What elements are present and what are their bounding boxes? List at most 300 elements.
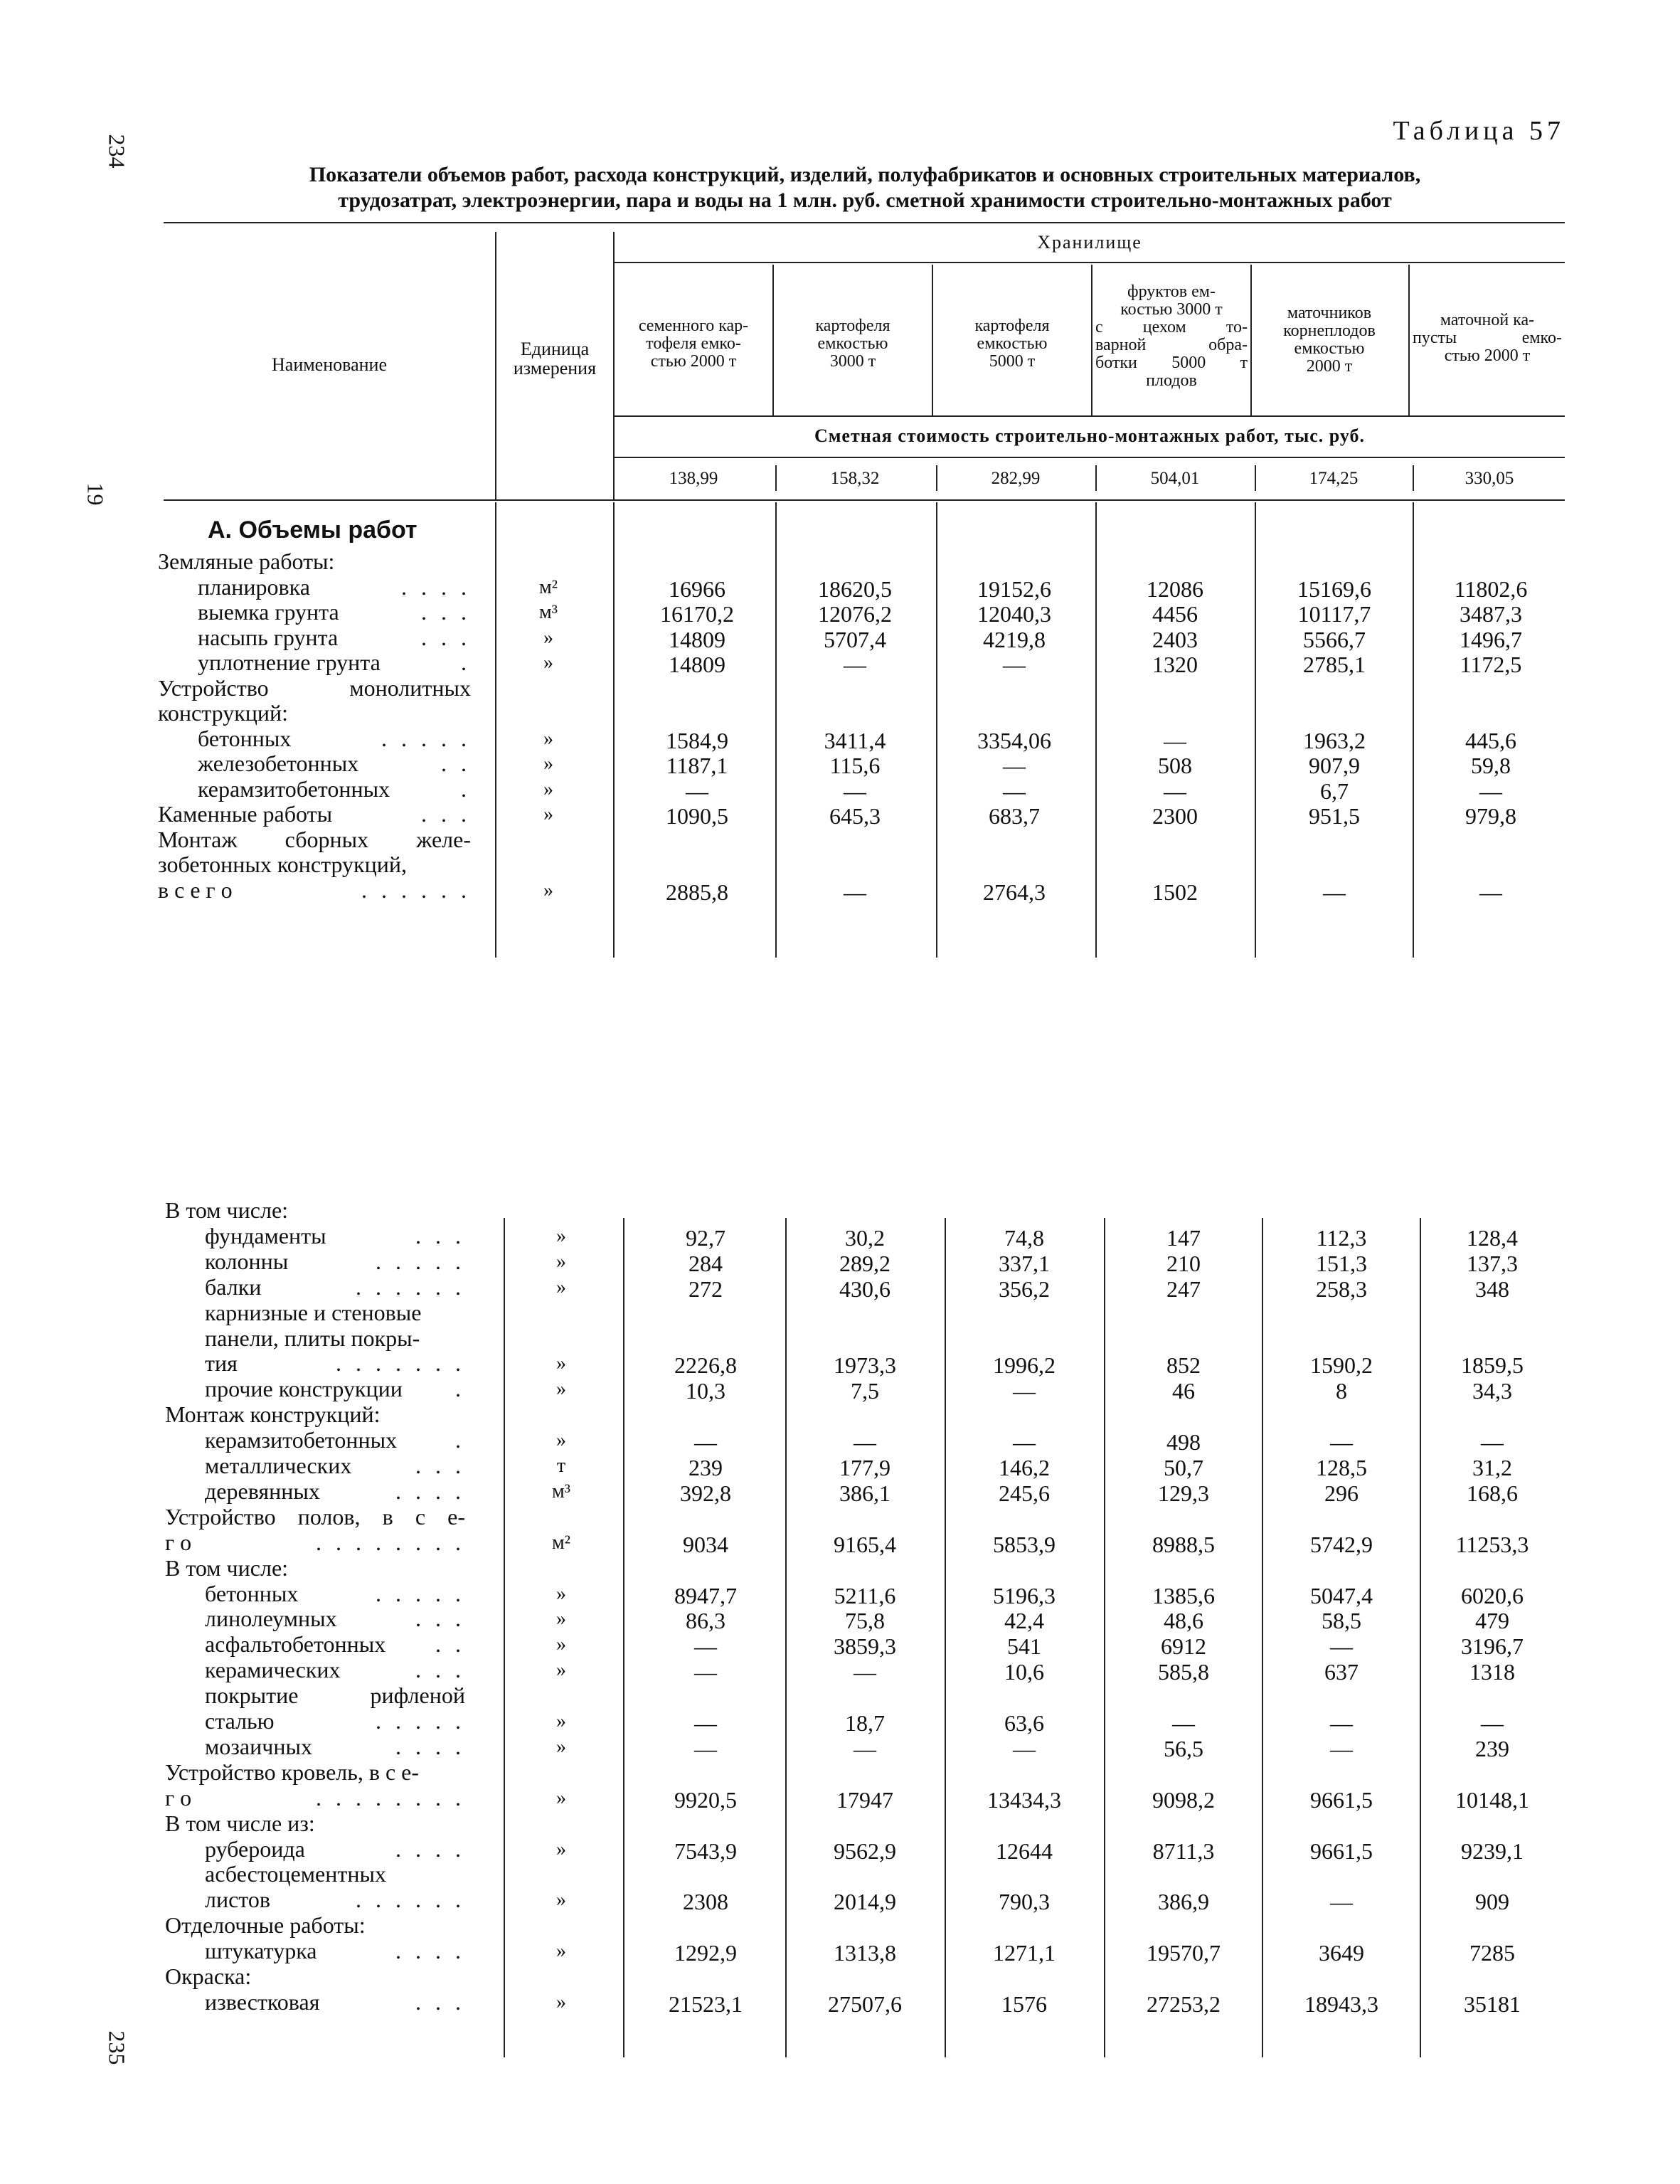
value-cell: 19152,6: [977, 576, 1051, 602]
value-cell: 386,1: [839, 1480, 890, 1506]
value-cell: —: [1330, 1633, 1353, 1660]
value-cell: 177,9: [839, 1455, 890, 1480]
value-cell: 146,2: [999, 1455, 1050, 1480]
upper-divider-c4: [1095, 502, 1097, 958]
unit-cell: »: [543, 803, 553, 825]
value-cell: 12644: [996, 1838, 1053, 1864]
value-cell: 46: [1172, 1378, 1195, 1404]
header-divider-values: [613, 232, 615, 499]
row-label: рубероида . . . .: [205, 1835, 465, 1862]
row-label: керамических . . .: [205, 1657, 465, 1683]
value-cell: —: [1003, 652, 1026, 677]
value-cell: —: [1172, 1710, 1195, 1736]
value-cell: 6020,6: [1461, 1582, 1524, 1608]
unit-cell: »: [556, 1276, 566, 1298]
row-label: сталью . . . . .: [205, 1708, 465, 1734]
cost-col6: 330,05: [1464, 469, 1514, 488]
value-cell: 14809: [669, 626, 725, 652]
value-cell: 92,7: [686, 1224, 725, 1251]
value-cell: 9098,2: [1152, 1786, 1215, 1813]
col4-line-6: плодов: [1146, 371, 1197, 390]
row-label: асфальтобетонных . .: [205, 1631, 465, 1658]
value-cell: 4456: [1152, 601, 1198, 627]
value-cell: 35181: [1464, 1990, 1521, 2017]
value-cell: 14809: [669, 652, 725, 677]
value-cell: 1318: [1469, 1659, 1515, 1685]
unit-cell: »: [556, 1608, 566, 1631]
value-cell: 907,9: [1309, 753, 1360, 778]
value-cell: 8988,5: [1152, 1531, 1215, 1557]
value-cell: 645,3: [829, 803, 881, 829]
row-label: балки . . . . . .: [205, 1273, 465, 1300]
value-cell: 392,8: [680, 1480, 731, 1506]
value-cell: 790,3: [999, 1889, 1050, 1915]
row-label: зобетонных конструкций,: [158, 852, 407, 877]
upper-divider-c6: [1413, 502, 1414, 958]
row-label: Устройство полов, в с е-: [165, 1503, 465, 1530]
value-cell: 951,5: [1309, 803, 1360, 829]
unit-cell: м²: [551, 1531, 571, 1554]
header-unit-line-2: измерения: [513, 358, 597, 378]
row-label: Устройство кровель, в с е-: [165, 1759, 419, 1785]
row-label: асбестоцементных: [205, 1861, 386, 1887]
value-cell: —: [1330, 1710, 1353, 1736]
value-cell: 34,3: [1472, 1378, 1512, 1404]
value-cell: 9562,9: [834, 1838, 896, 1864]
unit-cell: »: [556, 1990, 566, 2013]
value-cell: —: [694, 1735, 717, 1761]
value-cell: 58,5: [1322, 1608, 1361, 1634]
col4-line-3: с цехом то-: [1095, 318, 1248, 336]
value-cell: 9034: [683, 1531, 728, 1557]
row-label: деревянных . . . .: [205, 1478, 465, 1504]
unit-cell: »: [543, 778, 553, 800]
value-cell: 10148,1: [1455, 1786, 1529, 1813]
value-cell: 3354,06: [977, 727, 1051, 753]
col6-line-2: пусты емко-: [1413, 329, 1562, 347]
value-cell: 56,5: [1164, 1735, 1203, 1761]
value-cell: 2014,9: [834, 1889, 896, 1915]
value-cell: —: [686, 778, 708, 804]
value-cell: 75,8: [845, 1608, 885, 1634]
row-label: панели, плиты покры-: [205, 1325, 420, 1351]
lower-divider-c4: [1104, 1218, 1105, 2057]
value-cell: 272: [689, 1276, 723, 1302]
value-cell: 9661,5: [1310, 1786, 1373, 1813]
header-group: Хранилище: [1037, 232, 1142, 253]
value-cell: 2300: [1152, 803, 1198, 829]
unit-cell: »: [556, 1889, 566, 1912]
col2-line-3: 3000 т: [829, 352, 876, 371]
upper-divider-c5: [1255, 502, 1256, 958]
row-label: В том числе из:: [165, 1810, 315, 1836]
value-cell: —: [844, 652, 866, 677]
row-label: г о . . . . . . . .: [165, 1529, 465, 1555]
unit-cell: м³: [538, 601, 558, 623]
value-cell: 1973,3: [834, 1352, 896, 1379]
value-cell: 245,6: [999, 1480, 1050, 1506]
row-label: тия . . . . . . .: [205, 1350, 465, 1377]
value-cell: 386,9: [1158, 1889, 1209, 1915]
value-cell: —: [1481, 1429, 1504, 1456]
header-divider-c3: [932, 265, 933, 415]
value-cell: 445,6: [1465, 727, 1516, 753]
value-cell: 8: [1336, 1378, 1347, 1404]
row-label: насыпь грунта . . .: [198, 624, 471, 650]
value-cell: 356,2: [999, 1276, 1050, 1302]
value-cell: 296: [1324, 1480, 1359, 1506]
value-cell: 247: [1166, 1276, 1201, 1302]
value-cell: 7,5: [851, 1378, 879, 1404]
value-cell: 348: [1475, 1276, 1509, 1302]
row-label: г о . . . . . . . .: [165, 1784, 465, 1811]
row-label: уплотнение грунта .: [198, 650, 471, 675]
value-cell: —: [854, 1735, 876, 1761]
value-cell: 1172,5: [1460, 652, 1522, 677]
value-cell: 18620,5: [818, 576, 892, 602]
value-cell: 683,7: [989, 803, 1040, 829]
value-cell: 1859,5: [1461, 1352, 1524, 1379]
header-top-rule: [164, 222, 1565, 223]
row-label: керамзитобетонных .: [198, 775, 471, 802]
value-cell: —: [1164, 727, 1186, 753]
value-cell: 3649: [1319, 1940, 1364, 1966]
value-cell: —: [1003, 753, 1026, 778]
value-cell: 289,2: [839, 1250, 890, 1276]
row-label: керамзитобетонных .: [205, 1427, 465, 1453]
value-cell: 1385,6: [1152, 1582, 1215, 1608]
value-cell: 10,6: [1004, 1659, 1044, 1685]
value-cell: 21523,1: [669, 1990, 743, 2017]
unit-cell: м³: [551, 1480, 571, 1502]
value-cell: 5742,9: [1310, 1531, 1373, 1557]
unit-cell: »: [556, 1250, 566, 1273]
value-cell: 239: [689, 1455, 723, 1480]
row-label: В том числе:: [165, 1554, 289, 1581]
row-label: В том числе:: [165, 1197, 289, 1223]
cost-col1: 138,99: [669, 469, 718, 488]
value-cell: 13434,3: [987, 1786, 1061, 1813]
value-cell: 1313,8: [834, 1940, 896, 1966]
value-cell: 137,3: [1467, 1250, 1518, 1276]
value-cell: 48,6: [1164, 1608, 1203, 1634]
value-cell: 284: [689, 1250, 723, 1276]
unit-cell: »: [556, 1838, 566, 1860]
unit-cell: »: [543, 626, 553, 649]
unit-cell: »: [556, 1224, 566, 1247]
col5-line-4: 2000 т: [1306, 357, 1353, 376]
col6-line-3: стью 2000 т: [1444, 346, 1531, 365]
row-label: Земляные работы:: [158, 548, 335, 574]
value-cell: 15169,6: [1297, 576, 1371, 602]
value-cell: 852: [1166, 1352, 1201, 1379]
value-cell: —: [1481, 1710, 1504, 1736]
unit-cell: »: [543, 879, 553, 901]
value-cell: —: [694, 1659, 717, 1685]
value-cell: —: [1330, 1889, 1353, 1915]
col5-line-2: корнеплодов: [1283, 322, 1376, 340]
row-label: бетонных . . . . .: [205, 1580, 465, 1606]
value-cell: 258,3: [1316, 1276, 1367, 1302]
value-cell: 1271,1: [993, 1940, 1056, 1966]
cost-label-rule: [615, 457, 1565, 458]
value-cell: —: [1330, 1735, 1353, 1761]
row-label: листов . . . . . .: [205, 1887, 465, 1913]
value-cell: 979,8: [1465, 803, 1516, 829]
row-label: фундаменты . . .: [205, 1222, 465, 1249]
value-cell: 31,2: [1472, 1455, 1512, 1480]
header-divider-c6: [1408, 265, 1410, 415]
page-number-top: 234: [104, 134, 130, 169]
col3-line-3: 5000 т: [989, 352, 1036, 371]
row-label: мозаичных . . . .: [205, 1733, 465, 1759]
header-bottom-rule: [164, 499, 1565, 501]
lower-divider-c3: [945, 1218, 946, 2057]
value-cell: —: [1013, 1429, 1036, 1456]
value-cell: 541: [1007, 1633, 1041, 1660]
value-cell: —: [1013, 1735, 1036, 1761]
value-cell: 16966: [669, 576, 725, 602]
unit-cell: т: [556, 1455, 566, 1477]
value-cell: 7285: [1469, 1940, 1515, 1966]
col1-line-3: стью 2000 т: [650, 352, 737, 371]
value-cell: 1090,5: [666, 803, 728, 829]
lower-divider-values: [623, 1218, 624, 2057]
col4-line-5: ботки 5000 т: [1095, 354, 1248, 372]
unit-cell: »: [543, 652, 553, 674]
value-cell: 12076,2: [818, 601, 892, 627]
row-label: колонны . . . . .: [205, 1248, 465, 1274]
value-cell: —: [1323, 879, 1346, 905]
value-cell: 16170,2: [660, 601, 734, 627]
value-cell: 2764,3: [983, 879, 1046, 905]
value-cell: 6,7: [1320, 778, 1349, 804]
cost-col3: 282,99: [991, 469, 1041, 488]
value-cell: 5047,4: [1310, 1582, 1373, 1608]
value-cell: 2785,1: [1303, 652, 1366, 677]
lower-divider-unit: [504, 1218, 505, 2057]
unit-cell: »: [543, 727, 553, 750]
row-label: в с е г о . . . . . .: [158, 876, 471, 903]
value-cell: 7543,9: [674, 1838, 737, 1864]
row-label: линолеумных . . .: [205, 1606, 465, 1632]
upper-divider-c2: [775, 502, 777, 958]
value-cell: —: [694, 1633, 717, 1660]
row-label: известковая . . .: [205, 1988, 465, 2015]
value-cell: 3196,7: [1461, 1633, 1524, 1660]
value-cell: 2308: [683, 1889, 728, 1915]
col1-line-2: тофеля емко-: [646, 334, 741, 353]
value-cell: 1187,1: [666, 753, 728, 778]
value-cell: 3487,3: [1460, 601, 1522, 627]
header-name: Наименование: [272, 354, 387, 375]
unit-cell: »: [556, 1659, 566, 1682]
row-label: железобетонных . .: [198, 751, 471, 776]
value-cell: —: [1003, 778, 1026, 804]
row-label: конструкций:: [158, 700, 289, 726]
row-label: Каменные работы . . .: [158, 801, 471, 827]
unit-cell: »: [556, 1786, 566, 1809]
value-cell: 1496,7: [1460, 626, 1522, 652]
value-cell: —: [1013, 1378, 1036, 1404]
value-cell: —: [844, 879, 866, 905]
unit-cell: »: [556, 1633, 566, 1656]
value-cell: 5853,9: [993, 1531, 1056, 1557]
row-label: прочие конструкции .: [205, 1376, 465, 1402]
header-divider-c2: [772, 265, 774, 415]
value-cell: 9165,4: [834, 1531, 896, 1557]
value-cell: 74,8: [1004, 1224, 1044, 1251]
value-cell: 27253,2: [1147, 1990, 1221, 2017]
value-cell: 30,2: [845, 1224, 885, 1251]
value-cell: 5566,7: [1303, 626, 1366, 652]
value-cell: 128,5: [1316, 1455, 1367, 1480]
value-cell: 585,8: [1158, 1659, 1209, 1685]
section-a-heading: А. Объемы работ: [208, 516, 418, 544]
value-cell: 239: [1475, 1735, 1509, 1761]
value-cell: 5196,3: [993, 1582, 1056, 1608]
value-cell: 1996,2: [993, 1352, 1056, 1379]
value-cell: —: [1164, 778, 1186, 804]
value-cell: —: [694, 1429, 717, 1456]
value-cell: 9920,5: [674, 1786, 737, 1813]
value-cell: 86,3: [686, 1608, 725, 1634]
value-cell: 5211,6: [834, 1582, 896, 1608]
value-cell: 128,4: [1467, 1224, 1518, 1251]
value-cell: 1502: [1152, 879, 1198, 905]
row-label: покрытие рифленой: [205, 1682, 465, 1709]
value-cell: 19570,7: [1147, 1940, 1221, 1966]
row-label: Монтаж сборных желе-: [158, 826, 471, 852]
col6-line-1: маточной ка-: [1440, 311, 1535, 329]
value-cell: 115,6: [829, 753, 881, 778]
cost-col4: 504,01: [1150, 469, 1200, 488]
col2-line-1: картофеля: [815, 317, 890, 335]
unit-cell: »: [556, 1352, 566, 1375]
value-cell: 147: [1166, 1224, 1201, 1251]
value-cell: 18,7: [845, 1710, 885, 1736]
page-number-bottom: 235: [104, 2030, 130, 2065]
value-cell: 50,7: [1164, 1455, 1203, 1480]
row-label: карнизные и стеновые: [205, 1299, 422, 1325]
value-cell: 9239,1: [1461, 1838, 1524, 1864]
unit-cell: »: [556, 1378, 566, 1401]
lower-divider-c2: [785, 1218, 787, 2057]
value-cell: 3859,3: [834, 1633, 896, 1660]
col4-line-1: фруктов ем-: [1127, 282, 1216, 301]
value-cell: 909: [1475, 1889, 1509, 1915]
value-cell: 17947: [836, 1786, 893, 1813]
value-cell: 4219,8: [983, 626, 1046, 652]
value-cell: 337,1: [999, 1250, 1050, 1276]
unit-cell: »: [543, 753, 553, 775]
value-cell: —: [1479, 879, 1502, 905]
value-cell: —: [1479, 778, 1502, 804]
value-cell: 2885,8: [666, 879, 728, 905]
table-title-line-2: трудозатрат, электроэнергии, пара и воды на 1 млн. руб. сметной хранимости строительно-монтажных работ: [338, 189, 1392, 212]
col1-line-1: семенного кар-: [638, 317, 749, 335]
unit-cell: »: [556, 1735, 566, 1758]
value-cell: 42,4: [1004, 1608, 1044, 1634]
value-cell: 12040,3: [977, 601, 1051, 627]
value-cell: 2403: [1152, 626, 1198, 652]
header-unit-line-1: Единица: [520, 339, 590, 359]
value-cell: 2226,8: [674, 1352, 737, 1379]
value-cell: 10,3: [686, 1378, 725, 1404]
upper-divider-values: [613, 502, 615, 958]
col4-line-4: варной обра-: [1095, 336, 1248, 354]
row-label: бетонных . . . . .: [198, 725, 471, 751]
value-cell: 168,6: [1467, 1480, 1518, 1506]
value-cell: 63,6: [1004, 1710, 1044, 1736]
value-cell: 3411,4: [824, 727, 886, 753]
value-cell: 12086: [1147, 576, 1203, 602]
value-cell: 11253,3: [1455, 1531, 1529, 1557]
header-divider-c4: [1091, 265, 1092, 415]
cost-col2: 158,32: [830, 469, 880, 488]
value-cell: —: [1330, 1429, 1353, 1456]
header-divider-c5: [1250, 265, 1252, 415]
page-number-middle: 19: [83, 482, 109, 506]
value-cell: 27507,6: [828, 1990, 902, 2017]
cost-label: Сметная стоимость строительно-монтажных работ, тыс. руб.: [814, 425, 1366, 446]
value-cell: 479: [1475, 1608, 1509, 1634]
columns-rule: [615, 415, 1565, 417]
value-cell: 1590,2: [1310, 1352, 1373, 1379]
lower-divider-c5: [1262, 1218, 1263, 2057]
value-cell: 11802,6: [1454, 576, 1528, 602]
unit-cell: »: [556, 1940, 566, 1963]
upper-divider-c3: [936, 502, 937, 958]
row-label: выемка грунта . . .: [198, 599, 471, 625]
col4-line-2: костью 3000 т: [1120, 300, 1223, 319]
value-cell: 1292,9: [674, 1940, 737, 1966]
value-cell: 5707,4: [824, 626, 886, 652]
value-cell: —: [854, 1429, 876, 1456]
value-cell: —: [844, 778, 866, 804]
col3-line-2: емкостью: [977, 334, 1048, 353]
unit-cell: »: [556, 1429, 566, 1452]
value-cell: 9661,5: [1310, 1838, 1373, 1864]
group-rule: [615, 262, 1565, 263]
value-cell: 210: [1166, 1250, 1201, 1276]
table-caption: Таблица 57: [1393, 116, 1565, 146]
col5-line-1: маточников: [1287, 304, 1372, 322]
unit-cell: »: [556, 1710, 566, 1732]
unit-cell: м²: [538, 576, 558, 598]
value-cell: 1320: [1152, 652, 1198, 677]
value-cell: 1576: [1001, 1990, 1047, 2017]
value-cell: 129,3: [1158, 1480, 1209, 1506]
table-title-line-1: Показатели объемов работ, расхода конструкций, изделий, полуфабрикатов и основных строительных материалов,: [309, 163, 1421, 186]
upper-divider-unit: [495, 502, 496, 958]
value-cell: 498: [1166, 1429, 1201, 1456]
value-cell: 508: [1158, 753, 1192, 778]
row-label: Устройство монолитных: [158, 674, 471, 701]
row-label: штукатурка . . . .: [205, 1938, 465, 1964]
col2-line-2: емкостью: [817, 334, 888, 353]
value-cell: 6912: [1161, 1633, 1206, 1660]
value-cell: 1963,2: [1303, 727, 1366, 753]
value-cell: 151,3: [1316, 1250, 1367, 1276]
value-cell: 637: [1324, 1659, 1359, 1685]
row-label: Окраска:: [165, 1963, 252, 1989]
row-label: металлических . . .: [205, 1453, 465, 1478]
col5-line-3: емкостью: [1294, 339, 1365, 358]
value-cell: 112,3: [1316, 1224, 1367, 1251]
value-cell: 430,6: [839, 1276, 890, 1302]
cost-col5: 174,25: [1309, 469, 1359, 488]
